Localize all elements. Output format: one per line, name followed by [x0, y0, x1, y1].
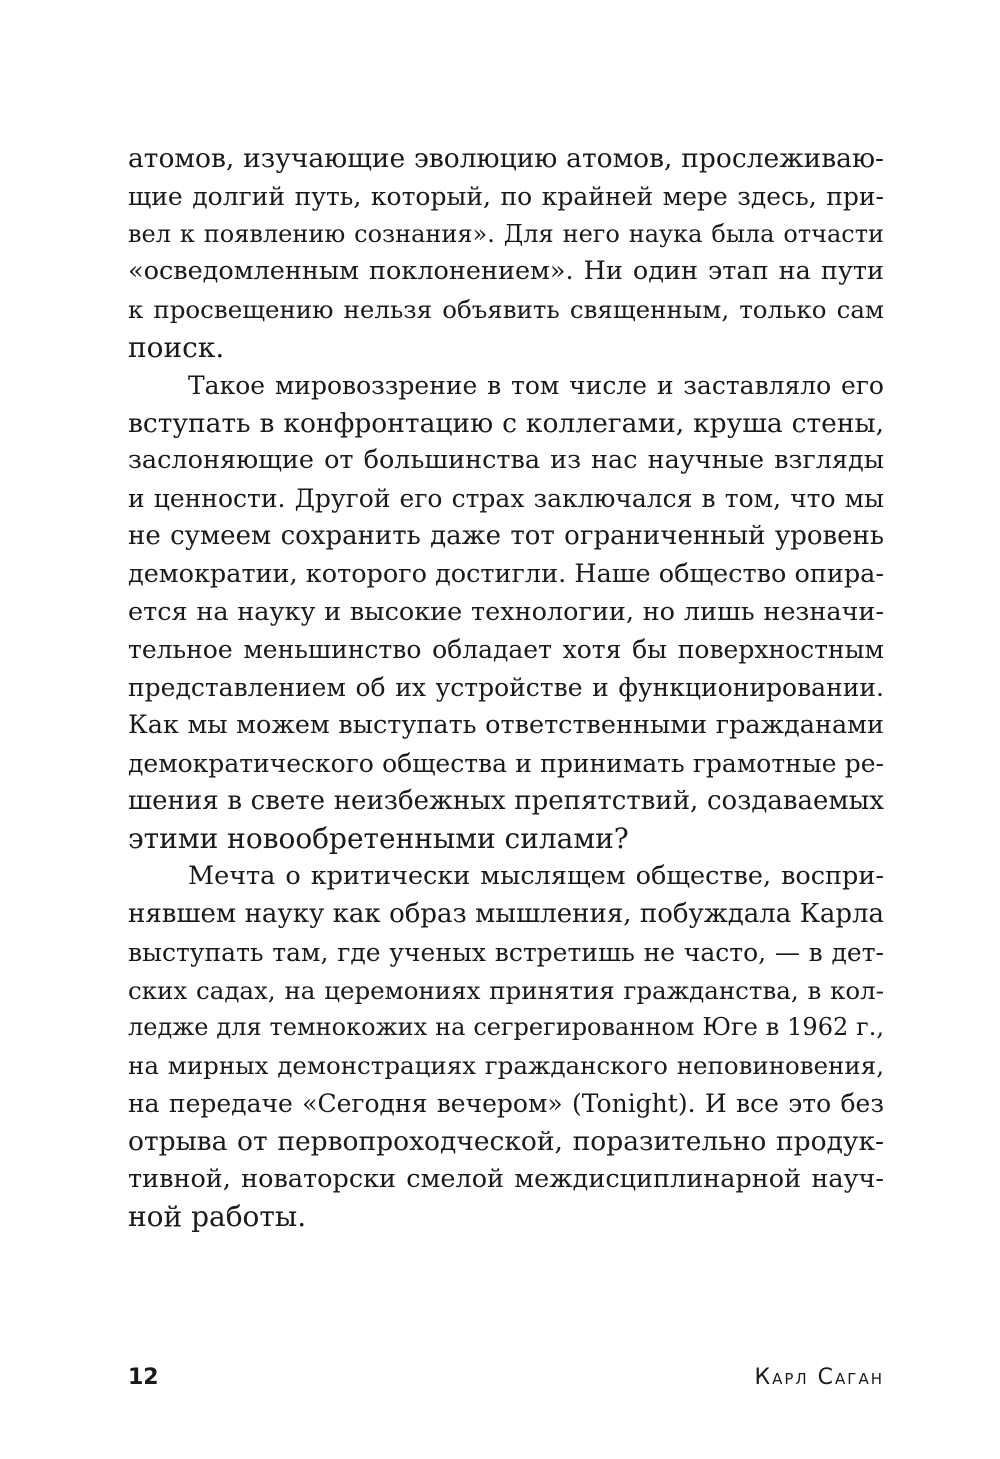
running-title: Карл Саган [754, 1365, 884, 1390]
text-line: на передаче «Сегодня вечером» (Tonight). И все это без [128, 1088, 884, 1118]
text-line: ется на науку и высокие технологии, но лишь незначи- [128, 596, 884, 627]
text-line: заслоняющие от большинства из нас научные взгляды [128, 445, 884, 476]
text-line: не сумеем сохранить даже тот ограниченный уровень [128, 520, 884, 551]
body-text [128, 140, 884, 1236]
text-line: тельное меньшинство обладает хотя бы поверхностным [128, 635, 884, 665]
text-line: вел к появлению сознания». Для него наука была отчасти [128, 219, 884, 248]
text-line: поиск. [128, 330, 225, 364]
text-line: представлением об их устройстве и функционировании. [128, 673, 884, 703]
text-line: демократического общества и принимать грамотные ре- [128, 748, 884, 778]
text-line: ских садах, на церемониях принятия гражданства, в кол- [128, 975, 884, 1005]
text-line: «осведомленным поклонением». Ни один этап на пути [128, 256, 884, 287]
text-line: шения в свете неизбежных препятствий, создаваемых [128, 785, 884, 816]
page-footer [128, 1358, 884, 1398]
text-line: этими новообретенными силами? [128, 822, 629, 856]
text-line: демократии, которого достигли. Наше общество опира- [128, 558, 884, 589]
text-line: отрыва от первопроходческой, поразительно продук- [128, 1125, 884, 1157]
text-line: щие долгий путь, который, по крайней мере здесь, при- [128, 181, 884, 211]
text-line: атомов, изучающие эволюцию атомов, прослеживаю- [128, 143, 884, 174]
text-line: к просвещению нельзя объявить священным, только сам [128, 295, 884, 325]
text-line: на мирных демонстрациях гражданского неповиновения, [128, 1051, 884, 1081]
text-line: ной работы. [128, 1200, 307, 1234]
page-number: 12 [128, 1365, 159, 1390]
text-line: Мечта о критически мыслящем обществе, воспри- [188, 861, 884, 892]
text-line: выступать там, где ученых встретишь не часто, — в дет- [128, 937, 884, 967]
text-line: ледже для темнокожих на сегрегированном Юге в 1962 г., [128, 1013, 884, 1042]
text-line: нявшем науку как образ мышления, побуждала Карла [128, 898, 884, 929]
text-line: и ценности. Другой его страх заключался в том, что мы [128, 484, 884, 514]
text-line: вступать в конфронтацию с коллегами, круша стены, [128, 407, 884, 439]
text-line: Такое мировоззрение в том числе и заставляло его [188, 370, 884, 400]
text-line: тивной, новаторски смелой междисциплинарной науч- [128, 1163, 884, 1194]
text-line: Как мы можем выступать ответственными гражданами [128, 709, 884, 740]
